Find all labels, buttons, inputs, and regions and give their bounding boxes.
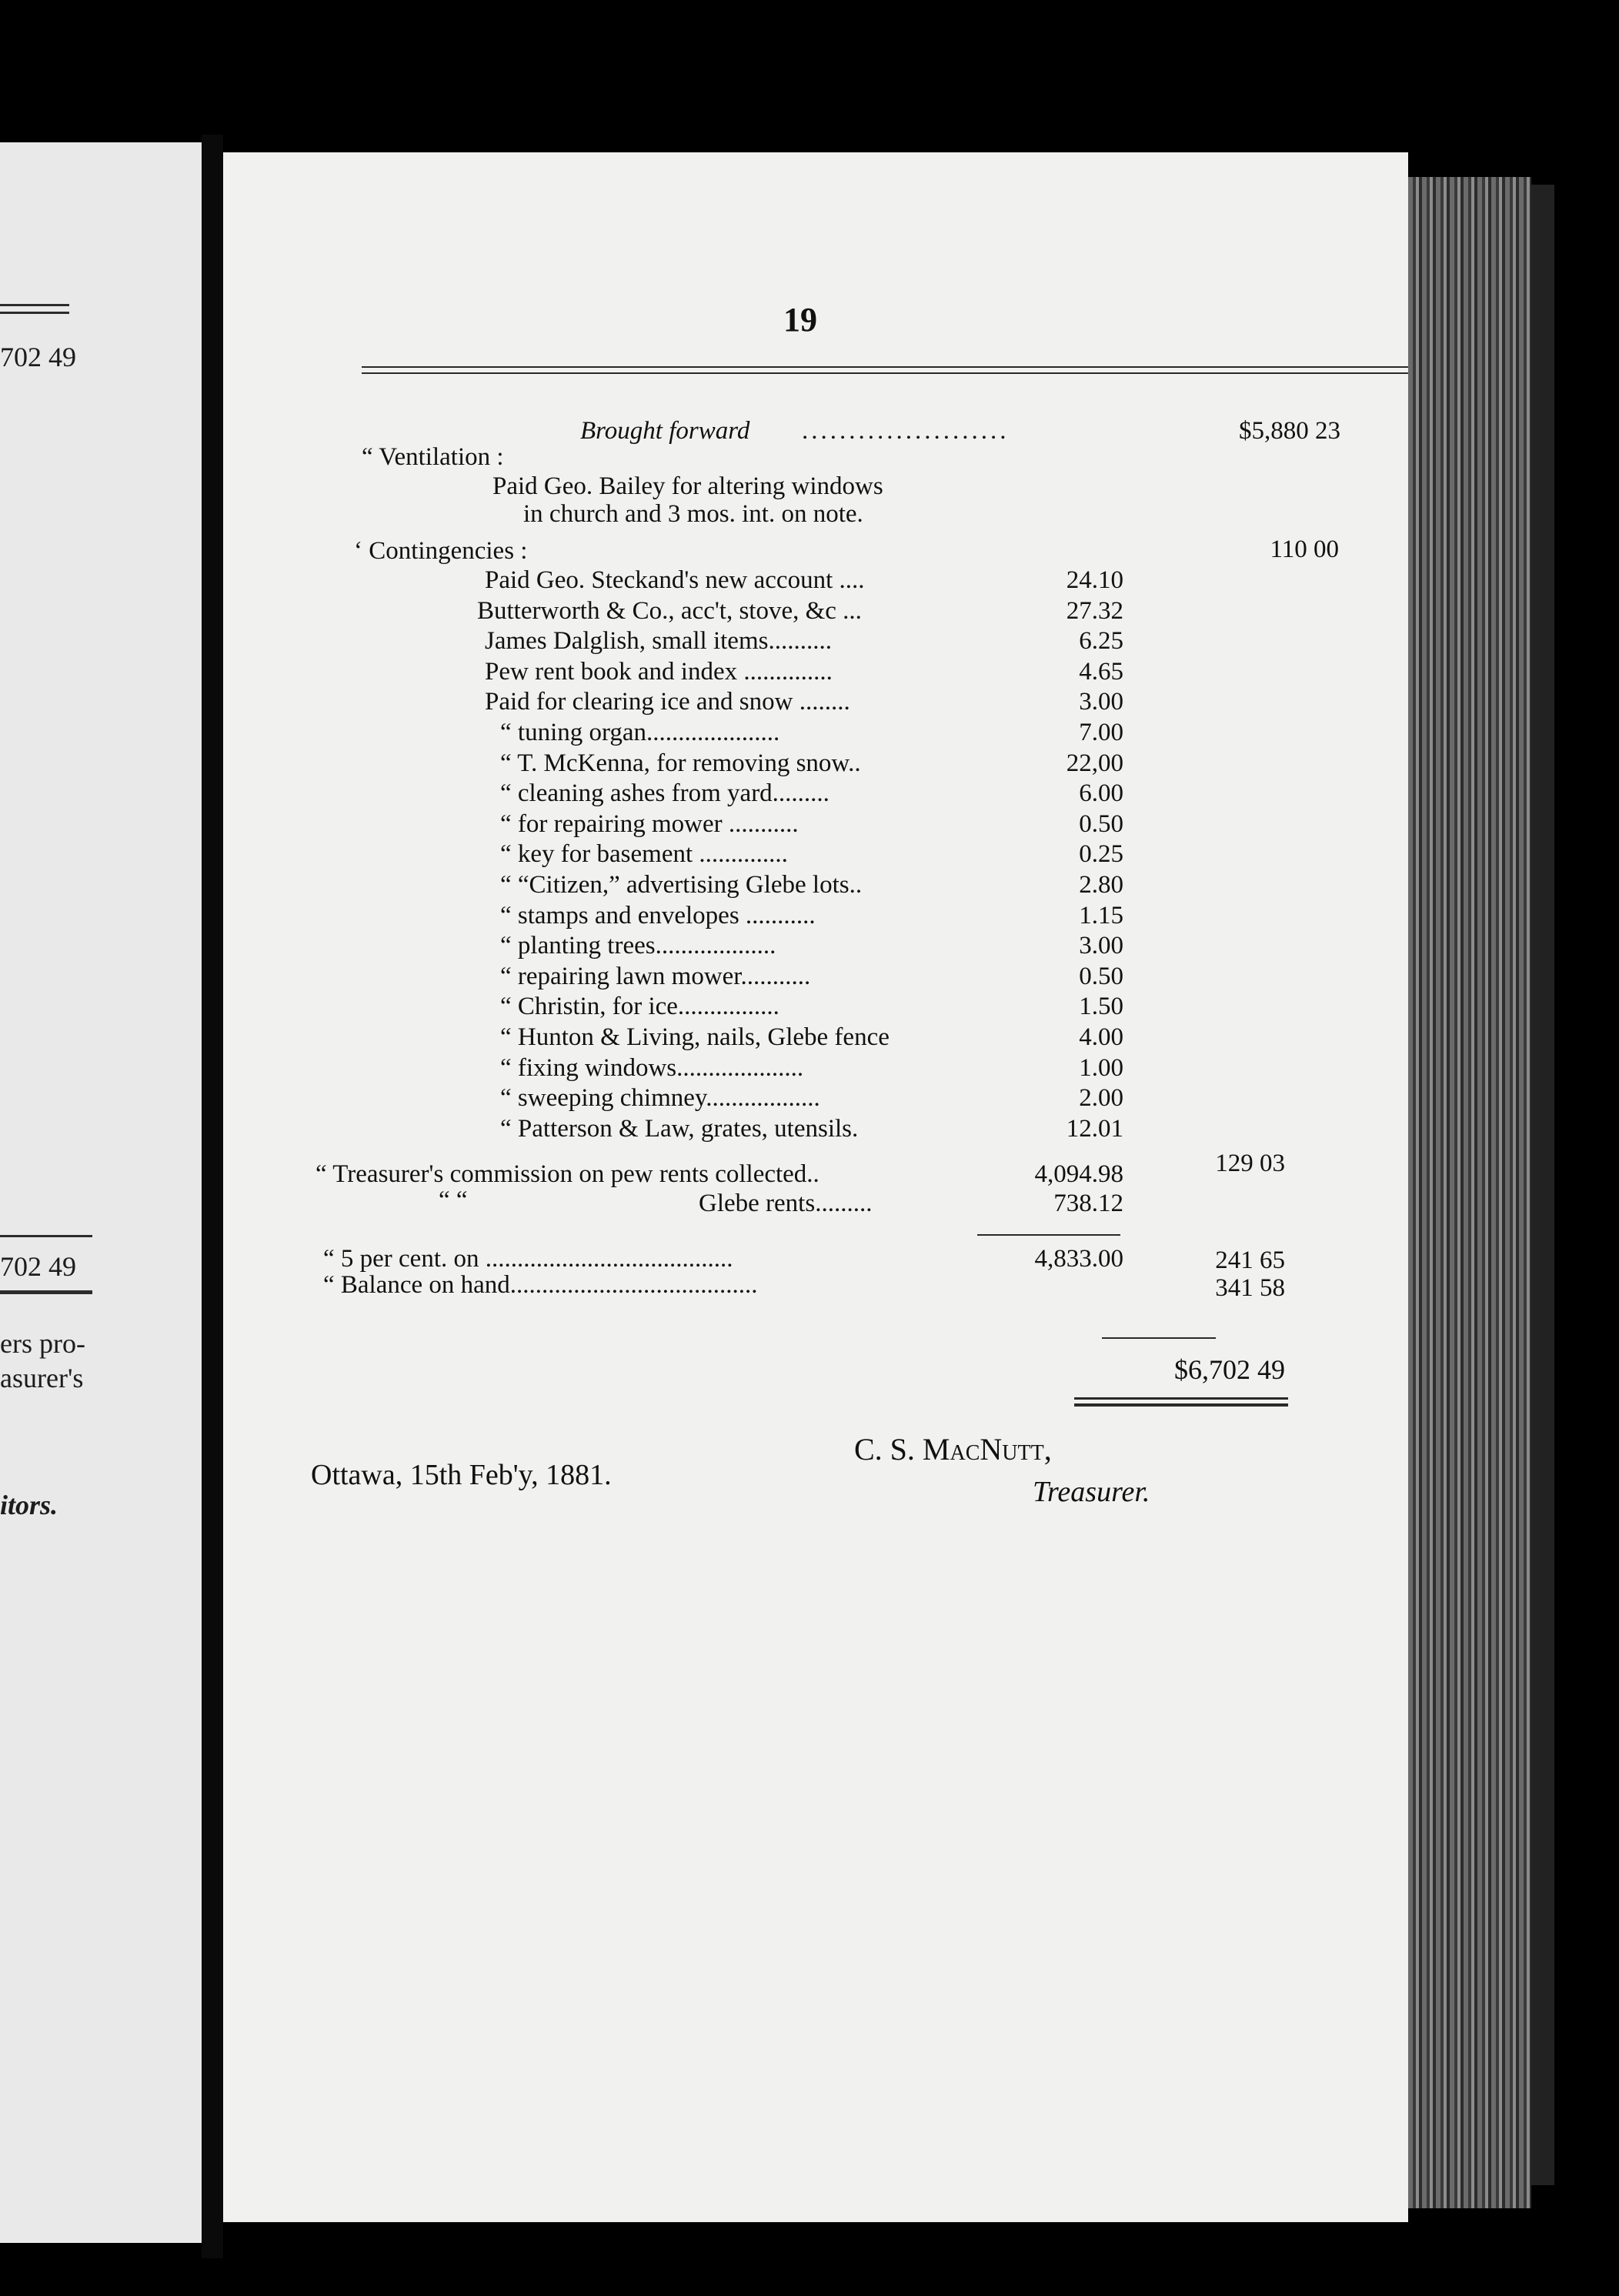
brought-forward-amount: $5,880 23 bbox=[1239, 417, 1340, 445]
item-amount: 4.65 bbox=[1079, 658, 1123, 686]
contingencies-heading: ‘ Contingencies : bbox=[354, 537, 528, 565]
five-percent-label: “ 5 per cent. on ....................................... bbox=[323, 1245, 733, 1273]
item-description: “ Christin, for ice................ bbox=[500, 993, 779, 1020]
item-amount: 0.25 bbox=[1079, 840, 1123, 868]
item-description: “ tuning organ..................... bbox=[500, 719, 780, 746]
place-date: Ottawa, 15th Feb'y, 1881. bbox=[311, 1459, 612, 1491]
commission-line: Glebe rents......... bbox=[699, 1190, 873, 1217]
item-amount: 24.10 bbox=[1066, 566, 1123, 594]
contingencies-total: 129 03 bbox=[1215, 1150, 1285, 1177]
left-text-line: asurer's bbox=[0, 1363, 84, 1393]
item-amount: 6.00 bbox=[1079, 779, 1123, 807]
five-percent-amount: 241 65 bbox=[1215, 1246, 1285, 1274]
item-amount: 3.00 bbox=[1079, 932, 1123, 959]
item-description: “ key for basement .............. bbox=[500, 840, 788, 868]
item-description: “ repairing lawn mower........... bbox=[500, 963, 811, 990]
item-description: Paid Geo. Steckand's new account .... bbox=[485, 566, 865, 594]
item-amount: 27.32 bbox=[1066, 597, 1123, 625]
item-amount: 3.00 bbox=[1079, 688, 1123, 716]
left-page-fragment bbox=[0, 142, 208, 2243]
item-amount: 12.01 bbox=[1066, 1115, 1123, 1143]
book-gutter bbox=[202, 135, 223, 2258]
item-description: Paid for clearing ice and snow ........ bbox=[485, 688, 850, 716]
item-description: “ stamps and envelopes ........... bbox=[500, 902, 816, 929]
ditto-marks: “ “ bbox=[439, 1186, 468, 1214]
ventilation-amount: 110 00 bbox=[1270, 536, 1339, 563]
treasurer-name: C. S. MacNutt, bbox=[854, 1432, 1052, 1467]
item-amount: 6.25 bbox=[1079, 627, 1123, 655]
double-rule bbox=[1074, 1397, 1288, 1400]
item-amount: 1.50 bbox=[1079, 993, 1123, 1020]
ledger-page bbox=[223, 152, 1408, 2222]
item-amount: 1.15 bbox=[1079, 902, 1123, 929]
item-description: “ for repairing mower ........... bbox=[500, 810, 799, 838]
item-description: “ fixing windows.................... bbox=[500, 1054, 804, 1082]
page-edges bbox=[1408, 177, 1531, 2208]
item-amount: 2.00 bbox=[1079, 1084, 1123, 1112]
item-amount: 1.00 bbox=[1079, 1054, 1123, 1082]
item-description: “ Patterson & Law, grates, utensils. bbox=[500, 1115, 859, 1143]
divider bbox=[0, 312, 69, 314]
item-amount: 4.00 bbox=[1079, 1023, 1123, 1051]
item-description: “ sweeping chimney.................. bbox=[500, 1084, 820, 1112]
left-text-line: ers pro- bbox=[0, 1328, 85, 1359]
item-description: James Dalglish, small items.......... bbox=[485, 627, 832, 655]
left-total-bottom: 702 49 bbox=[0, 1251, 76, 1282]
item-amount: 7.00 bbox=[1079, 719, 1123, 746]
item-description: Butterworth & Co., acc't, stove, &c ... bbox=[477, 597, 862, 625]
page-number: 19 bbox=[783, 301, 817, 339]
left-total-top: 702 49 bbox=[0, 342, 76, 372]
item-description: “ “Citizen,” advertising Glebe lots.. bbox=[500, 871, 863, 899]
item-description: “ Hunton & Living, nails, Glebe fence bbox=[500, 1023, 890, 1051]
ventilation-line: in church and 3 mos. int. on note. bbox=[523, 500, 863, 528]
leader-dots: ...................... bbox=[802, 417, 1010, 445]
commission-value: 4,094.98 bbox=[1034, 1160, 1123, 1188]
divider bbox=[0, 304, 69, 306]
divider bbox=[0, 1235, 92, 1237]
item-description: Pew rent book and index .............. bbox=[485, 658, 833, 686]
ventilation-heading: “ Ventilation : bbox=[362, 443, 504, 471]
commission-line: “ Treasurer's commission on pew rents collected.. bbox=[315, 1160, 820, 1188]
balance-amount: 341 58 bbox=[1215, 1274, 1285, 1302]
subtotal-rule bbox=[977, 1234, 1120, 1236]
balance-label: “ Balance on hand....................................... bbox=[323, 1271, 758, 1299]
double-rule bbox=[1074, 1403, 1288, 1407]
commission-value: 738.12 bbox=[1053, 1190, 1123, 1217]
grand-total: $6,702 49 bbox=[1174, 1354, 1285, 1385]
item-description: “ planting trees................... bbox=[500, 932, 776, 959]
item-amount: 0.50 bbox=[1079, 963, 1123, 990]
ventilation-line: Paid Geo. Bailey for altering windows bbox=[492, 472, 883, 500]
item-amount: 2.80 bbox=[1079, 871, 1123, 899]
header-rule bbox=[362, 366, 1454, 368]
treasurer-title: Treasurer. bbox=[1033, 1476, 1150, 1508]
left-text-line: itors. bbox=[0, 1490, 58, 1520]
total-rule bbox=[1102, 1337, 1216, 1339]
book-cover-edge bbox=[1531, 185, 1554, 2185]
brought-forward-label: Brought forward bbox=[580, 417, 750, 445]
item-amount: 22,00 bbox=[1066, 749, 1123, 777]
divider bbox=[0, 1290, 92, 1294]
item-description: “ T. McKenna, for removing snow.. bbox=[500, 749, 861, 777]
five-percent-base: 4,833.00 bbox=[1034, 1245, 1123, 1273]
item-description: “ cleaning ashes from yard......... bbox=[500, 779, 830, 807]
item-amount: 0.50 bbox=[1079, 810, 1123, 838]
header-rule bbox=[362, 372, 1454, 374]
